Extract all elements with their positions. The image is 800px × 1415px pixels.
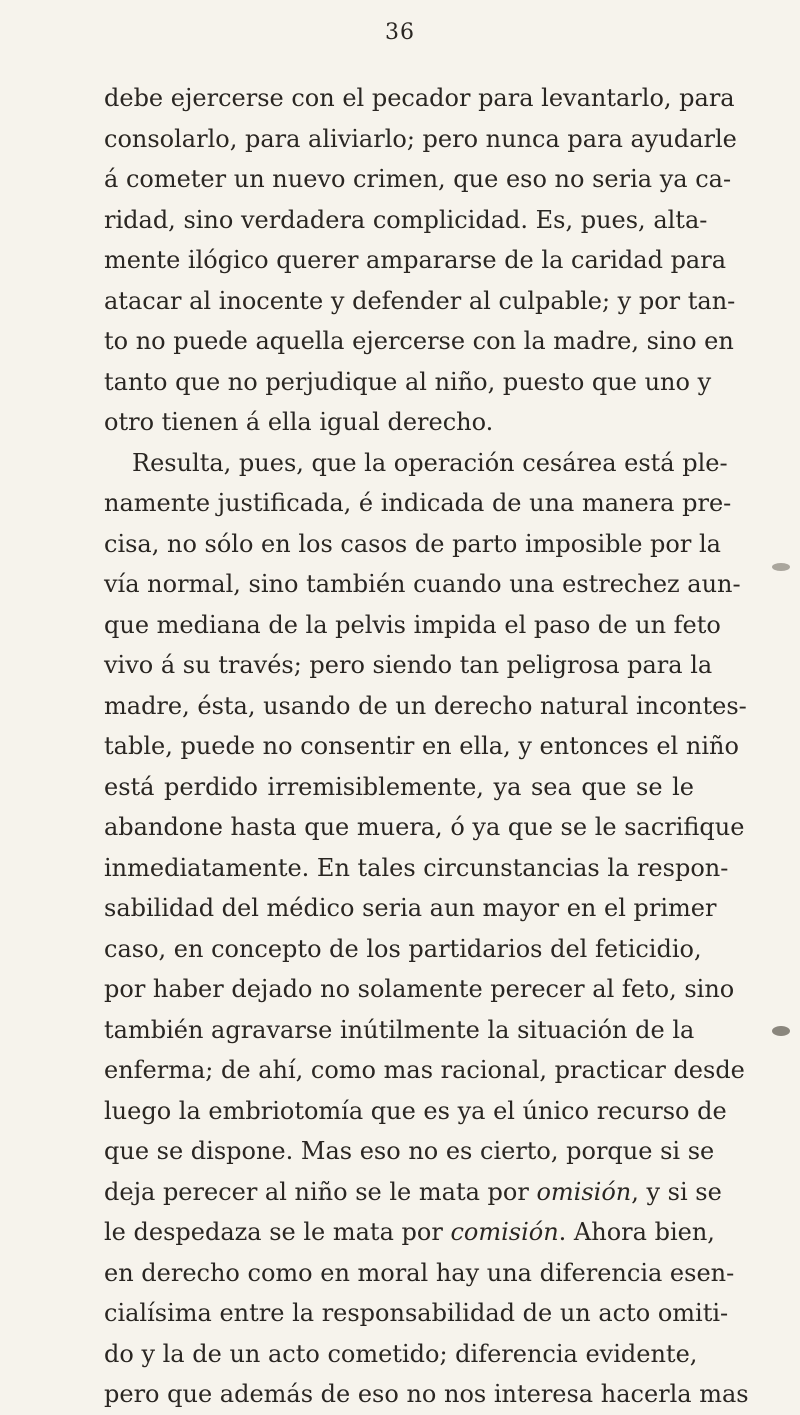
text-line: luego la embriotomía que es ya el único recurso de [104,1096,727,1125]
text-line: madre, ésta, usando de un derecho natural incontes- [104,691,747,720]
text-line: que mediana de la pelvis impida el paso de un feto [104,610,721,639]
text-line: pero que además de eso no nos interesa hacerla mas [104,1380,749,1408]
text-line: abandone hasta que muera, ó ya que se le sacrifique [104,813,745,841]
text-line: enferma; de ahí, como mas racional, practicar desde [104,1056,745,1084]
page-number: 36 [385,20,415,45]
text-line-with-emphasis [104,1212,715,1253]
paragraph-end-line: otro tienen á ella igual derecho. [104,408,494,436]
text-line: table, puede no consentir en ella, y entonces el niño [104,732,739,760]
text-line: debe ejercerse con el pecador para levantarlo, para [104,84,735,112]
text-line: está perdido irremisiblemente, ya sea que se le [104,772,694,801]
text-line: sabilidad del médico seria aun mayor en el primer [104,894,717,922]
text-line: por haber dejado no solamente perecer al feto, sino [104,975,735,1003]
margin-ink-mark [770,560,792,574]
text-line: cialísima entre la responsabilidad de un acto omiti- [104,1299,729,1327]
text-line: consolarlo, para aliviarlo; pero nunca para ayudarle [104,124,737,153]
text-line: to no puede aquella ejercerse con la madre, sino en [104,327,734,355]
paragraph-start-line: Resulta, pues, que la operación cesárea está ple- [132,448,728,477]
text-line: á cometer un nuevo crimen, que eso no seria ya ca- [104,165,732,193]
emphasis-omision: omisión [536,1177,632,1206]
text-line-with-emphasis [104,1172,722,1213]
text-line: mente ilógico querer ampararse de la caridad para [104,246,727,274]
text-run: deja perecer al niño se le mata por [104,1177,537,1206]
text-run: . Ahora bien, [558,1218,715,1246]
text-line: inmediatamente. En tales circunstancias la respon- [104,853,729,882]
text-line: namente justificada, é indicada de una manera pre- [104,489,732,517]
body-text [104,78,749,1415]
margin-ink-mark [770,1024,792,1038]
text-line: atacar al inocente y defender al culpable; y por tan- [104,286,736,315]
text-line: vivo á su través; pero siendo tan peligrosa para la [104,651,713,679]
text-line: también agravarse inútilmente la situación de la [104,1015,695,1044]
text-run: le despedaza se le mata por [104,1218,451,1246]
text-line: tanto que no perjudique al niño, puesto que uno y [104,367,712,396]
text-line: caso, en concepto de los partidarios del feticidio, [104,934,702,963]
text-line: ridad, sino verdadera complicidad. Es, pues, alta- [104,205,708,234]
text-run: , y si se [631,1177,722,1206]
text-line: cisa, no sólo en los casos de parto imposible por la [104,529,721,558]
text-line: vía normal, sino también cuando una estrechez aun- [104,570,741,598]
emphasis-comision: comisión [450,1218,559,1246]
text-line: que se dispone. Mas eso no es cierto, porque si se [104,1137,715,1165]
text-line: en derecho como en moral hay una diferencia esen- [104,1258,735,1287]
text-line: do y la de un acto cometido; diferencia evidente, [104,1339,698,1368]
